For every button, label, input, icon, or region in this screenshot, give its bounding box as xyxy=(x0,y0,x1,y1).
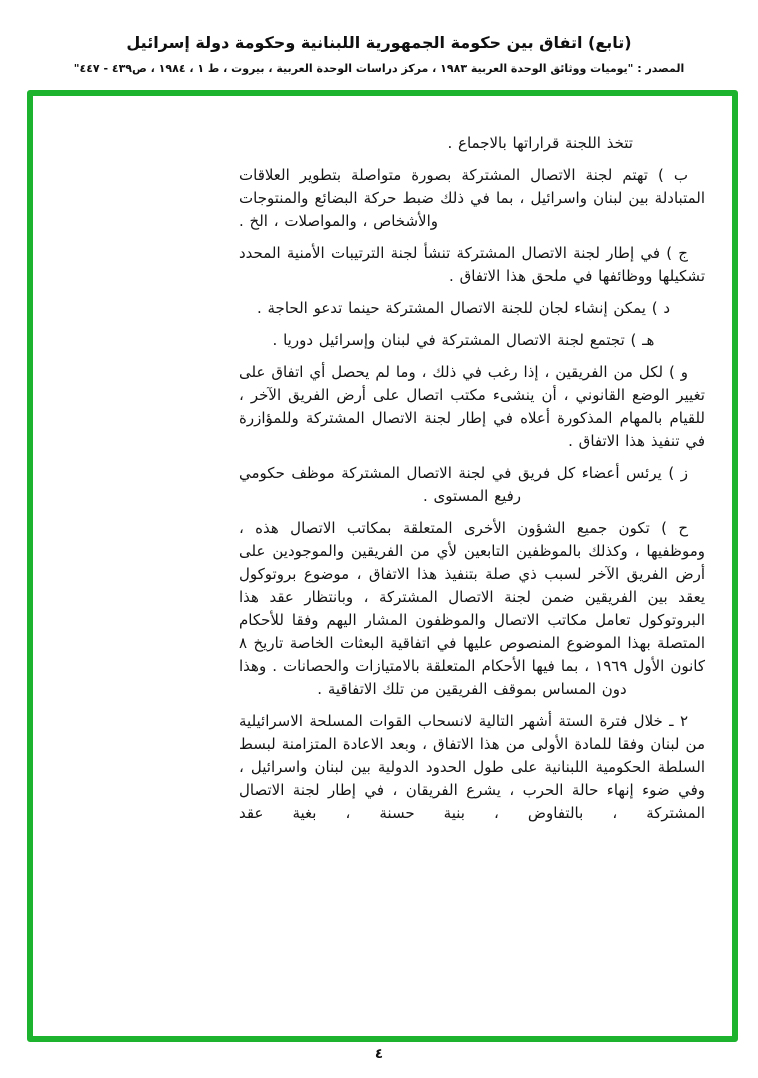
paragraph-item-2: ٢ ـ خلال فترة الستة أشهر التالية لانسحاب القوات المسلحة الاسرائيلية من لبنان وفقا للمادة الأولى من هذا الاتفاق ، وبعد الاعادة المتزامنة لبسط السلطة الحكومية اللبنانية على طول الحدود الدولية بين لبنان واسرائيل ، وفي ضوء إنهاء حالة الحرب ، يشرع الفريقان ، في إطار لجنة الاتصال المشتركة ، بالتفاوض ، بنية حسنة ، بغية عقد xyxy=(239,712,705,822)
document-title: (تابع) اتفاق بين حكومة الجمهورية اللبنانية وحكومة دولة إسرائيل xyxy=(126,33,632,52)
document-source-citation: المصدر : "يوميات ووثائق الوحدة العربية ١٩٨٣ ، مركز دراسات الوحدة العربية ، بيروت ، ط ١ ، ١٩٨٤ ، ص٤٣٩ - ٤٤٧" xyxy=(73,62,685,75)
paragraph-ba: ب ) تهتم لجنة الاتصال المشتركة بصورة متواصلة بتطوير العلاقات المتبادلة بين لبنان واسرائيل ، بما في ذلك ضبط حركة البضائع والمنتوجات والأشخاص ، والمواصلات ، الخ . xyxy=(239,166,705,230)
page-number: ٤ xyxy=(374,1046,384,1062)
paragraph-jim: ج ) في إطار لجنة الاتصال المشتركة تنشأ لجنة الترتيبات الأمنية المحدد تشكيلها ووظائفها في ملحق هذا الاتفاق . xyxy=(239,244,705,285)
paragraph-hha: ح ) تكون جميع الشؤون الأخرى المتعلقة بمكاتب الاتصال هذه ، وموظفيها ، وكذلك بالموظفين التابعين لأي من الفريقين والموجودين على أرض الفريق الآخر لسبب ذي صلة بتنفيذ هذا الاتفاق ، موضوع بروتوكول يعقد بين الفريقين ضمن لجنة الاتصال المشتركة ، وبانتظار عقد هذا البروتوكول تعامل مكاتب الاتصال والموظفون المشار اليهم وفقا للأحكام المتصلة بهذا الموضوع المنصوص عليها في اتفاقية البعثات الخاصة تاريخ ٨ كانون الأول ١٩٦٩ ، بما فيها الأحكام المتعلقة بالامتيازات والحصانات . وهذا دون المساس بموقف الفريقين من تلك الاتفاقية . xyxy=(239,519,705,698)
paragraph-ha: هـ ) تجتمع لجنة الاتصال المشتركة في لبنان وإسرائيل دوريا . xyxy=(272,331,655,349)
paragraph-zay: ز ) يرئس أعضاء كل فريق في لجنة الاتصال المشتركة موظف حكومي رفيع المستوى . xyxy=(239,464,688,505)
document-header xyxy=(0,33,758,75)
document-body xyxy=(239,132,705,834)
paragraph-dal: د ) يمكن إنشاء لجان للجنة الاتصال المشتركة حينما تدعو الحاجة . xyxy=(256,299,671,317)
paragraph-intro: تتخذ اللجنة قراراتها بالاجماع . xyxy=(447,134,633,152)
content-frame xyxy=(27,90,738,1042)
paragraph-waw: و ) لكل من الفريقين ، إذا رغب في ذلك ، وما لم يحصل أي اتفاق على تغيير الوضع القانوني ، أن ينشىء مكتب اتصال على أرض الفريق الآخر ، للقيام بالمهام المذكورة أعلاه في إطار لجنة الاتصال المشتركة وللمؤازرة في تنفيذ هذا الاتفاق . xyxy=(239,363,705,450)
